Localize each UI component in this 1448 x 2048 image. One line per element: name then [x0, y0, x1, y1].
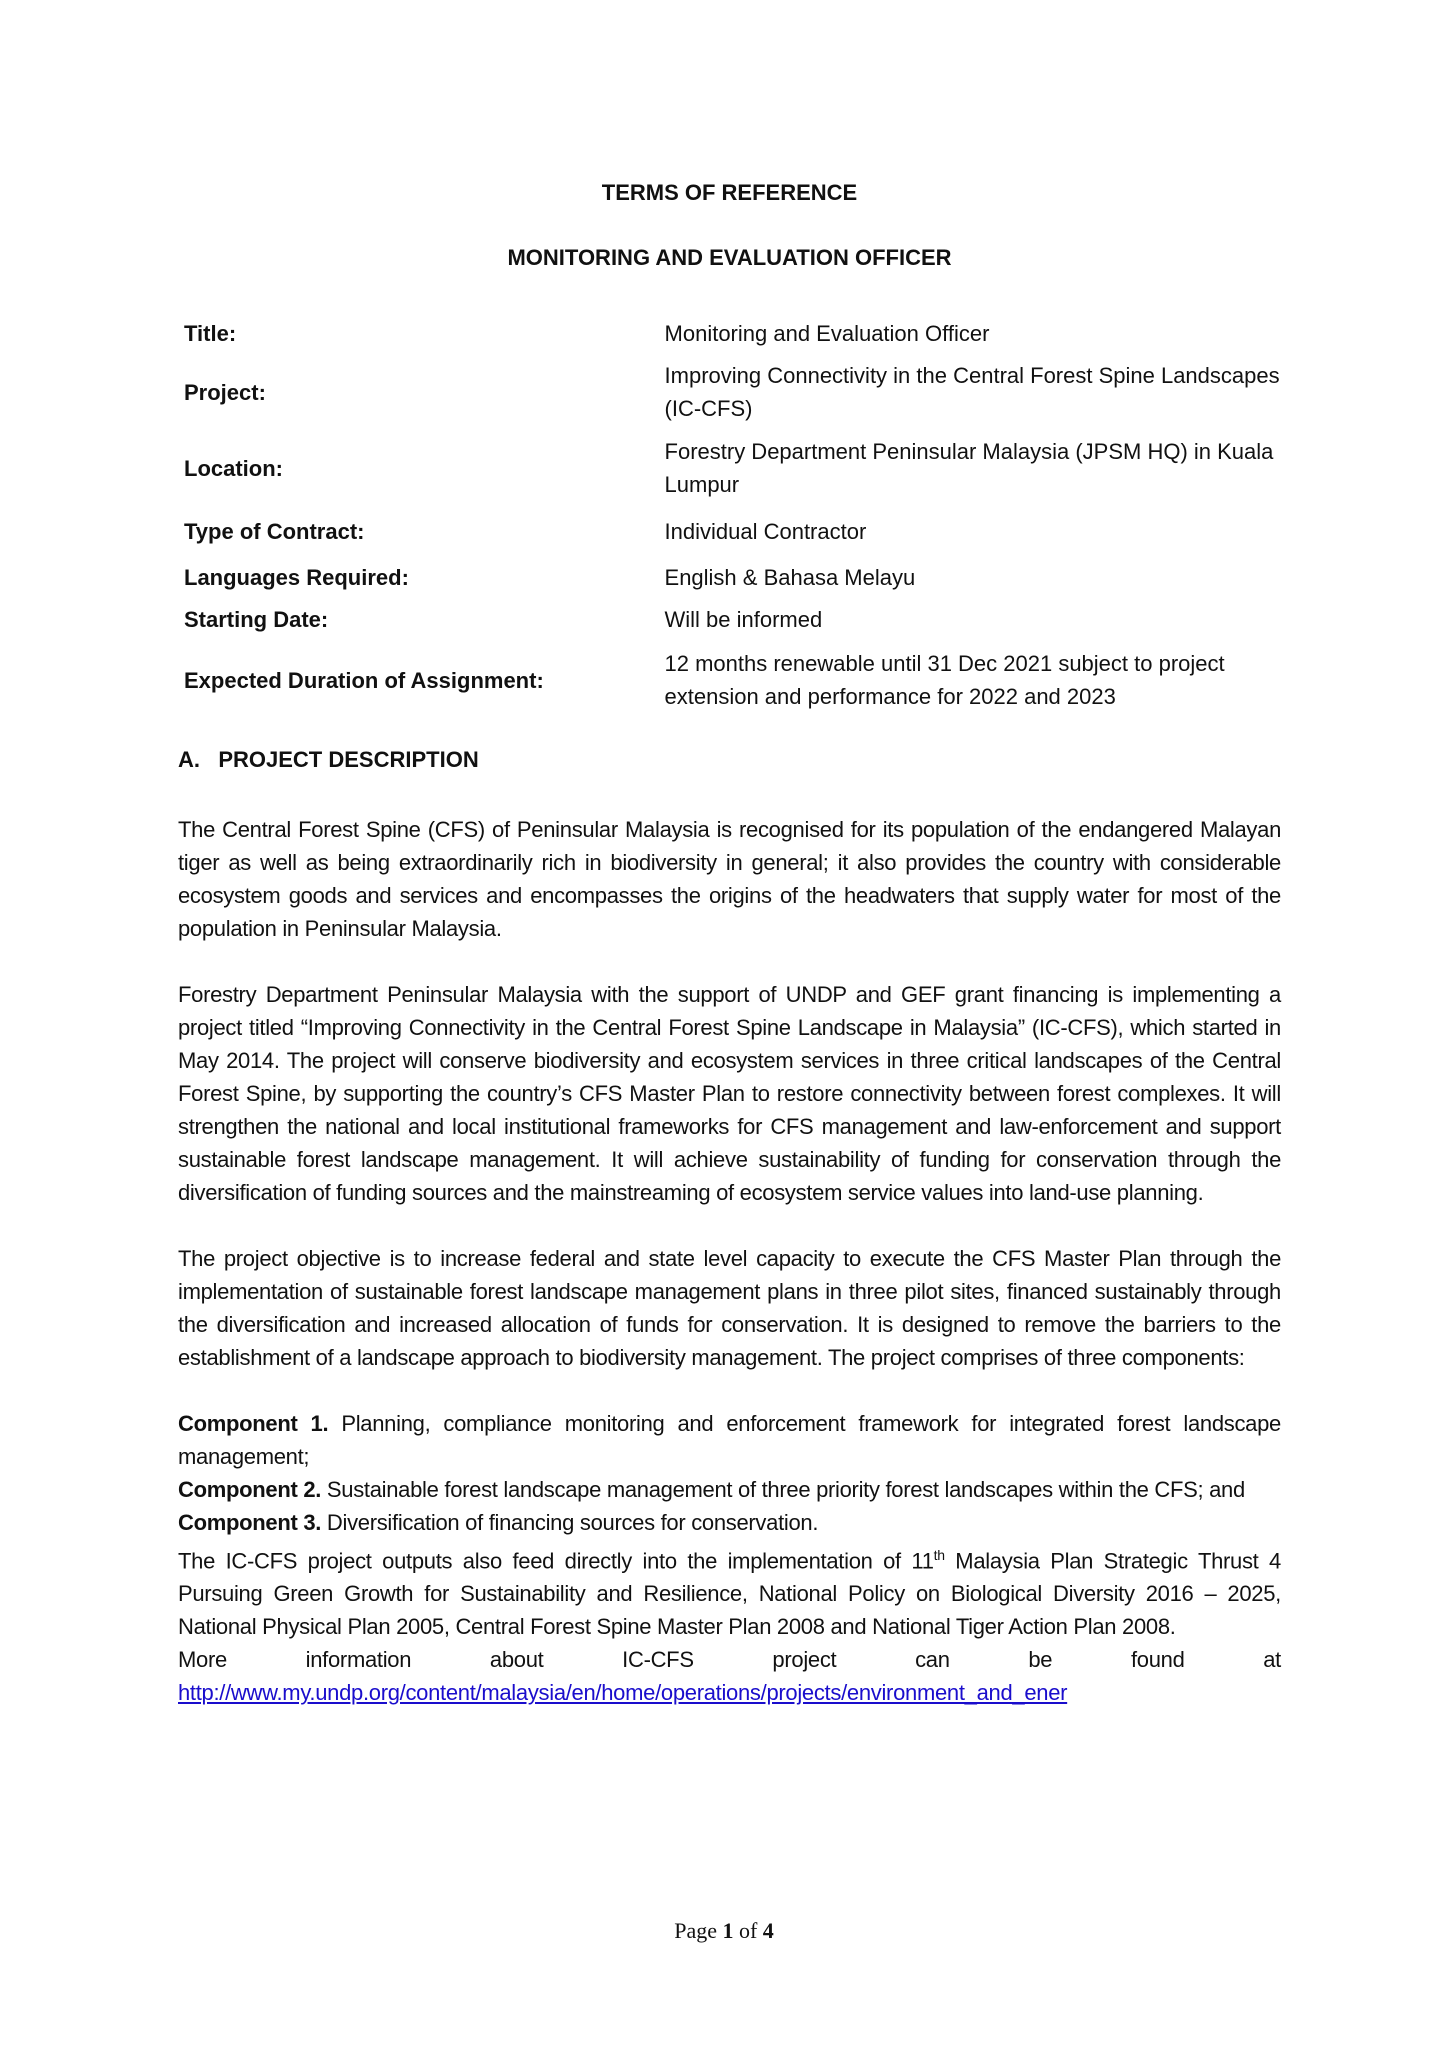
paragraph: The Central Forest Spine (CFS) of Peninsular Malaysia is recognised for its population of the endangered Malayan tiger as well as being extraordinarily rich in biodiversity in general; it also provides the country with considerable ecosystem goods and services and encompasses the origins of the headwaters that supply water for most of the population in Peninsular Malaysia. — [178, 817, 1281, 941]
component-text: Planning, compliance monitoring and enforcement framework for integrated forest landscape management; — [178, 1411, 1281, 1469]
document-subtitle: MONITORING AND EVALUATION OFFICER — [507, 245, 952, 270]
paragraph: Forestry Department Peninsular Malaysia with the support of UNDP and GEF grant financing is implementing a project titled “Improving Connectivity in the Central Forest Spine Landscape in Malaysia” (IC-CFS), which started in May 2014. The project will conserve biodiversity and ecosystem services in three critical landscapes of the Central Forest Spine, by supporting the country’s CFS Master Plan to restore connectivity between forest complexes. It will strengthen the national and local institutional frameworks for CFS management and law-enforcement and support sustainable forest landscape management. It will achieve sustainability of funding for conservation through the diversification of funding sources and the mainstreaming of ecosystem service values into land-use planning. — [178, 982, 1281, 1205]
detail-label: Location: — [184, 455, 283, 481]
ordinal-suffix: th — [933, 1547, 945, 1563]
page-number — [0, 1918, 1448, 1944]
total-pages: 4 — [762, 1918, 774, 1943]
detail-label: Title: — [184, 320, 237, 346]
detail-value: Individual Contractor — [664, 518, 867, 544]
paragraph: The project objective is to increase federal and state level capacity to execute the CFS Master Plan through the implementation of sustainable forest landscape management plans in three pilot sites, financed sustainably through the diversification and increased allocation of funds for conservation. It is designed to remove the barriers to the establishment of a landscape approach to biodiversity management. The project comprises of three components: — [178, 1246, 1281, 1370]
detail-label: Expected Duration of Assignment: — [184, 667, 544, 693]
detail-label: Project: — [184, 379, 266, 405]
detail-value: Monitoring and Evaluation Officer — [664, 320, 990, 346]
detail-label: Starting Date: — [184, 606, 329, 632]
detail-value: 12 months renewable until 31 Dec 2021 subject to project extension and performance for 2022 and 2023 — [664, 651, 1225, 709]
details-table — [184, 312, 1281, 720]
outputs-text: Malaysia Plan Strategic Thrust 4 Pursuing Green Growth for Sustainability and Resilience, National Policy on Biological Diversity 2016 – 2025, National Physical Plan 2005, Central Forest Spine Master Plan 2008 and National Tiger Action Plan 2008. — [178, 1548, 1281, 1640]
detail-value: English & Bahasa Melayu — [664, 564, 916, 590]
detail-value: Forestry Department Peninsular Malaysia (JPSM HQ) in Kuala Lumpur — [664, 439, 1274, 497]
component-item — [178, 1407, 1281, 1473]
page-label: Page — [674, 1918, 717, 1943]
section-body — [178, 813, 1281, 1709]
detail-label: Languages Required: — [184, 564, 409, 590]
outputs-text: The IC-CFS project outputs also feed directly into the implementation of 11 — [178, 1548, 934, 1574]
component-text: Diversification of financing sources for conservation. — [321, 1510, 819, 1535]
component-item — [178, 1506, 1281, 1539]
section-heading: A. PROJECT DESCRIPTION — [178, 747, 479, 772]
component-label: Component 1. — [178, 1411, 329, 1436]
outputs-paragraph — [178, 1539, 1281, 1643]
component-item — [178, 1473, 1281, 1506]
component-label: Component 2. — [178, 1477, 322, 1502]
more-info-text: More information about IC-CFS project can be found at — [178, 1647, 1281, 1673]
detail-value: Improving Connectivity in the Central Forest Spine Landscapes (IC-CFS) — [664, 363, 1280, 421]
current-page: 1 — [722, 1918, 734, 1943]
detail-value: Will be informed — [664, 606, 823, 632]
detail-label: Type of Contract: — [184, 518, 365, 544]
component-label: Component 3. — [178, 1510, 322, 1535]
component-text: Sustainable forest landscape management of three priority forest landscapes within the CFS; and — [321, 1477, 1245, 1502]
project-link[interactable]: http://www.my.undp.org/content/malaysia/en/home/operations/projects/environment_and_ener — [178, 1680, 1068, 1706]
of-label: of — [738, 1918, 758, 1943]
document-title: TERMS OF REFERENCE — [601, 180, 858, 205]
